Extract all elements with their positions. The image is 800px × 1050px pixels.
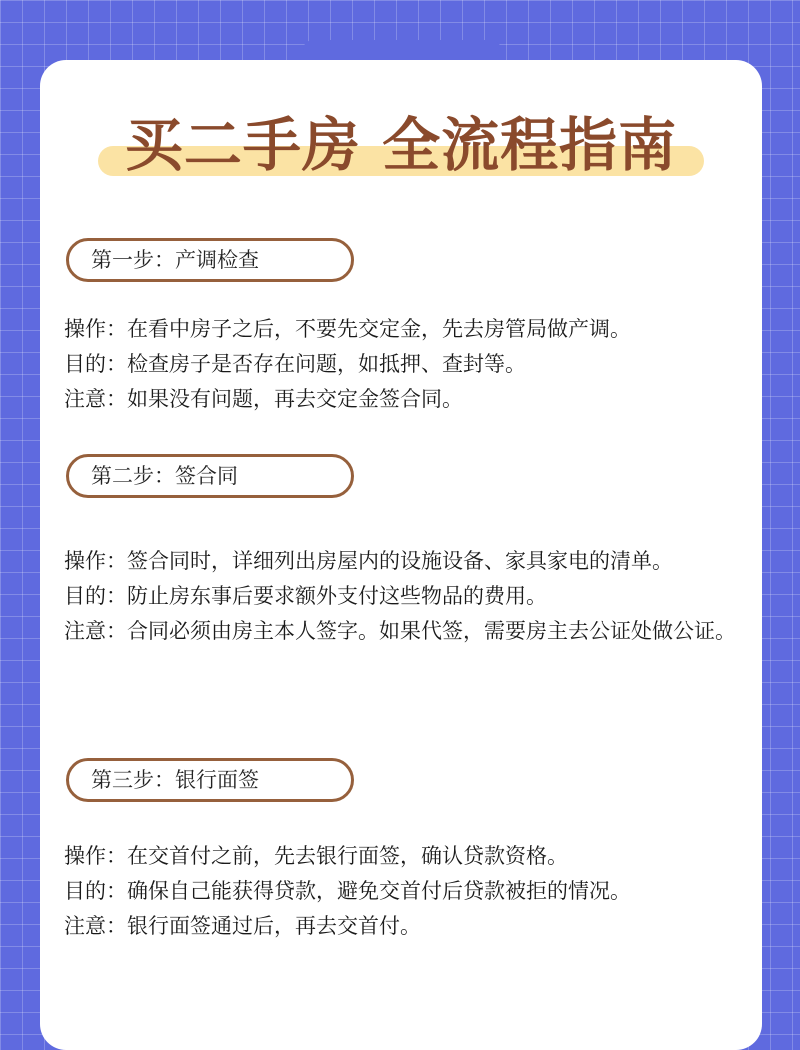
title-area (76, 104, 726, 184)
step-1-label: 第一步：产调检查 (91, 248, 259, 272)
step-3-body (64, 839, 754, 944)
step-2-body (64, 544, 754, 649)
step-2-purpose: 目的：防止房东事后要求额外支付这些物品的费用。 (64, 584, 547, 608)
step-2-note: 注意：合同必须由房主本人签字。如果代签，需要房主去公证处做公证。 (64, 619, 736, 643)
step-3-pill (66, 758, 354, 802)
step-3-label: 第三步：银行面签 (91, 768, 259, 792)
step-1-body (64, 312, 754, 417)
step-1-note: 注意：如果没有问题，再去交定金签合同。 (64, 387, 463, 411)
card-top-tab (303, 40, 501, 60)
step-2-operation: 操作：签合同时，详细列出房屋内的设施设备、家具家电的清单。 (64, 549, 673, 573)
step-1-operation: 操作：在看中房子之后，不要先交定金，先去房管局做产调。 (64, 317, 631, 341)
step-2-label: 第二步：签合同 (91, 464, 238, 488)
step-1-pill (66, 238, 354, 282)
step-3-purpose: 目的：确保自己能获得贷款，避免交首付后贷款被拒的情况。 (64, 879, 631, 903)
step-3-note: 注意：银行面签通过后，再去交首付。 (64, 914, 421, 938)
page-title: 买二手房 全流程指南 (124, 111, 678, 179)
step-3-operation: 操作：在交首付之前，先去银行面签，确认贷款资格。 (64, 844, 568, 868)
step-1-purpose: 目的：检查房子是否存在问题，如抵押、查封等。 (64, 352, 526, 376)
guide-card (40, 60, 762, 1050)
step-2-pill (66, 454, 354, 498)
